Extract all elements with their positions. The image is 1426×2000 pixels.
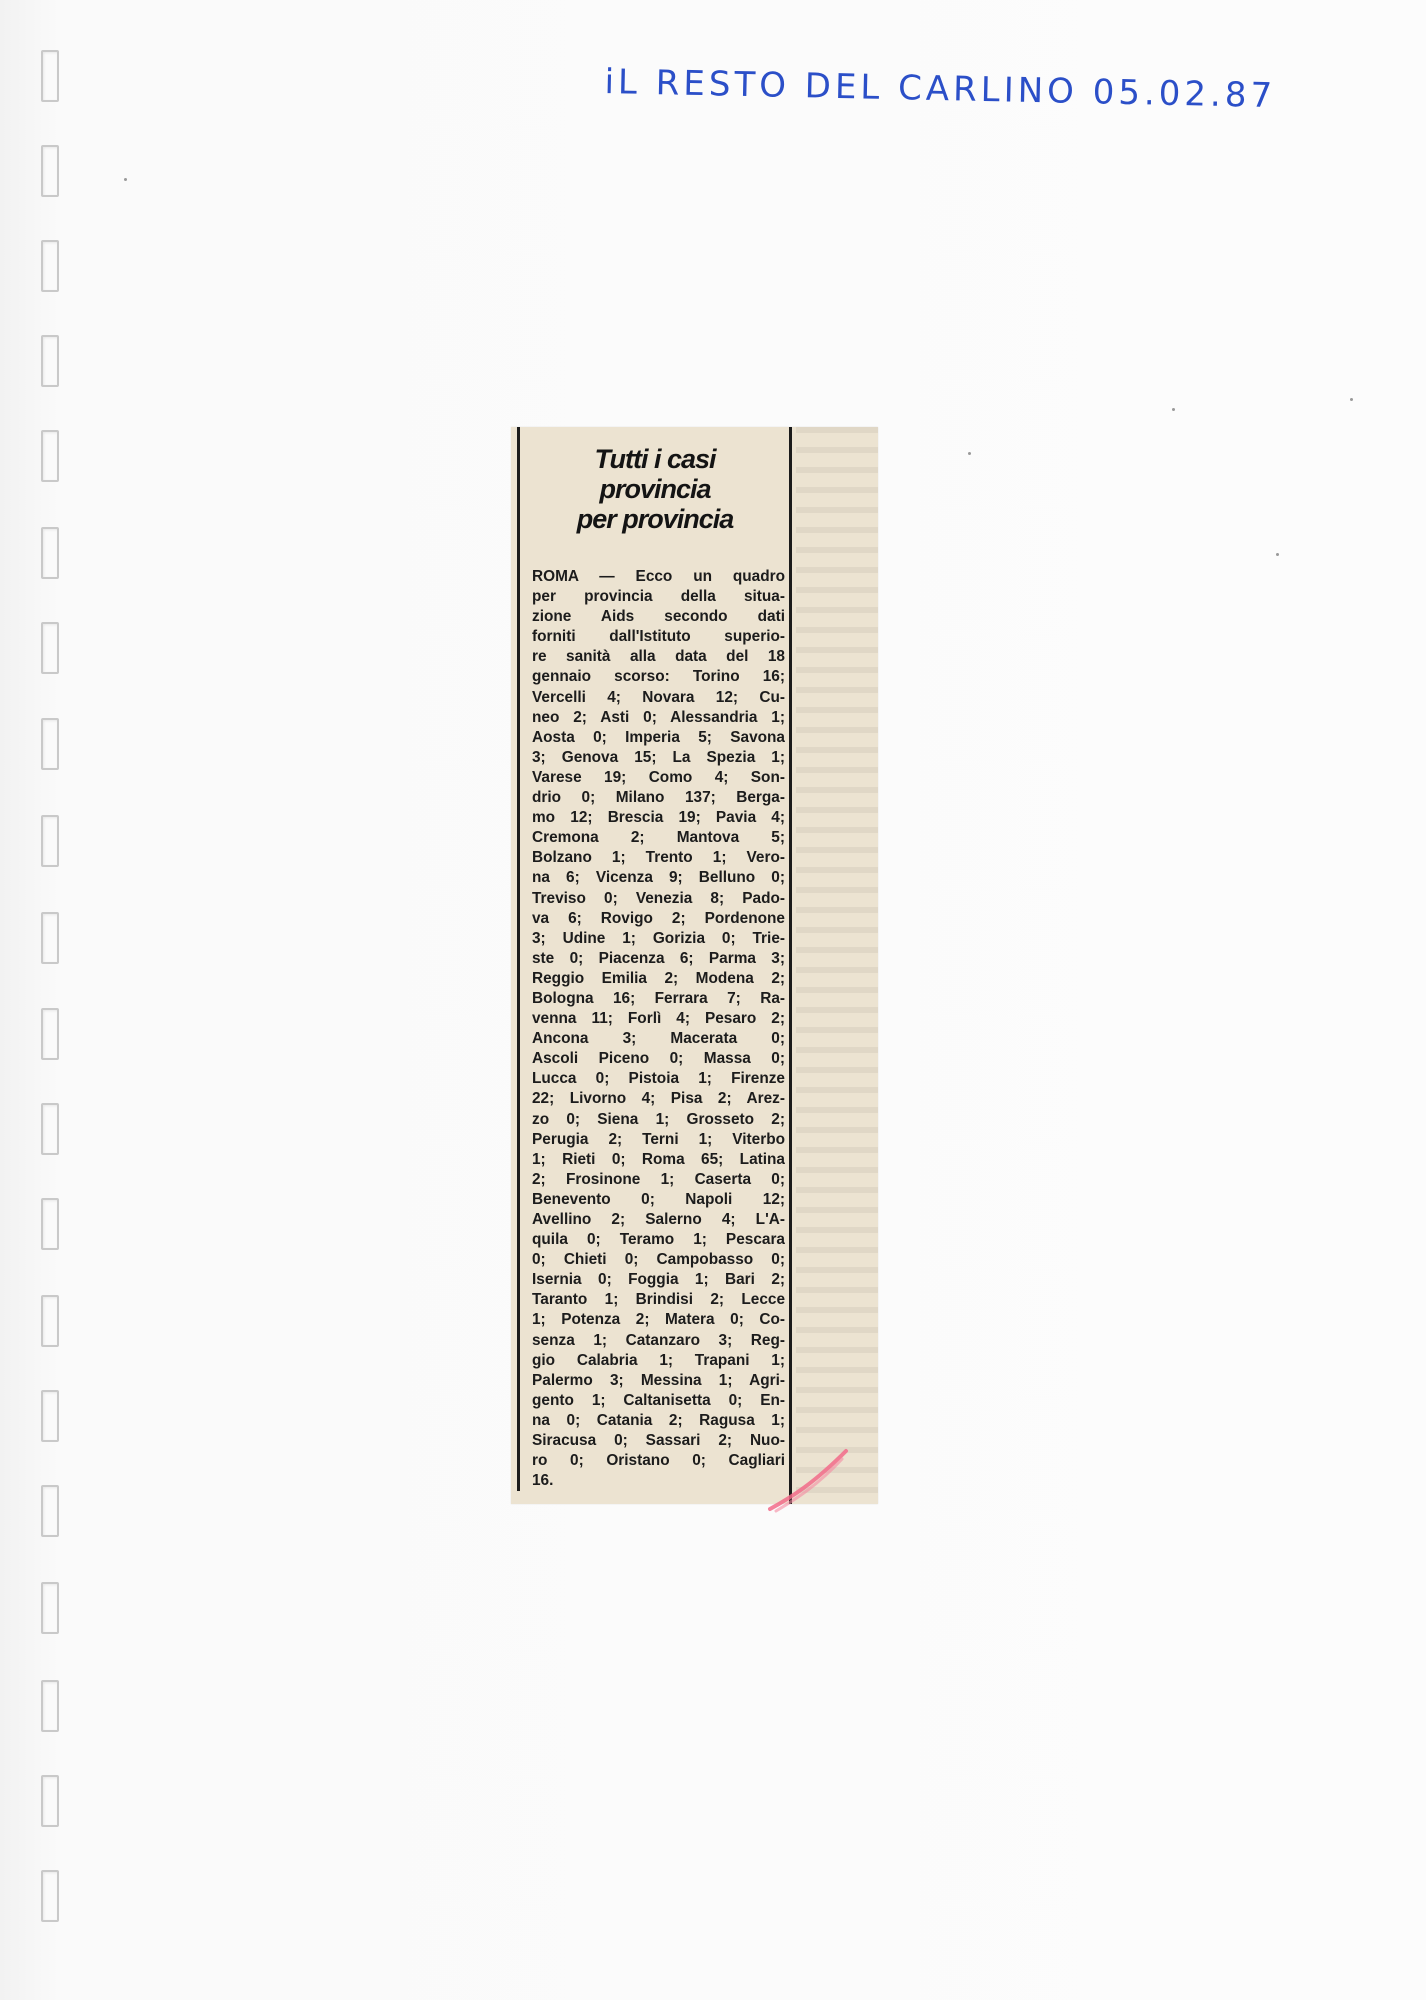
handwritten-source-note: iL RESTO DEL CARLINO 05.02.87 bbox=[604, 62, 1277, 117]
article-body bbox=[532, 567, 785, 1491]
article-body-line: Vercelli 4; Novara 12; Cu- bbox=[532, 688, 785, 706]
article-body-line: gento 1; Caltanisetta 0; En- bbox=[532, 1391, 785, 1409]
article-body-line: quila 0; Teramo 1; Pescara bbox=[532, 1231, 785, 1249]
article-headline bbox=[521, 444, 789, 534]
binder-hole bbox=[41, 1008, 59, 1060]
binder-holes bbox=[27, 0, 67, 2000]
article-body-line: na 0; Catania 2; Ragusa 1; bbox=[532, 1411, 785, 1429]
article-body-line: Ascoli Piceno 0; Massa 0; bbox=[532, 1050, 785, 1068]
article-body-line: Taranto 1; Brindisi 2; Lecce bbox=[532, 1291, 785, 1309]
article-body-line: Perugia 2; Terni 1; Viterbo bbox=[532, 1130, 785, 1148]
headline-line: Tutti i casi bbox=[594, 444, 716, 474]
article-body-line: va 6; Rovigo 2; Pordenone bbox=[532, 909, 785, 927]
article-body-line: ROMA — Ecco un quadro bbox=[532, 568, 785, 585]
article-body-line: Palermo 3; Messina 1; Agri- bbox=[532, 1371, 785, 1389]
article-body-line: neo 2; Asti 0; Alessandria 1; bbox=[532, 708, 785, 726]
binder-hole bbox=[41, 622, 59, 674]
article-body-line: 2; Frosinone 1; Caserta 0; bbox=[532, 1170, 785, 1188]
binder-hole bbox=[41, 1870, 59, 1922]
article-body-line: ro 0; Oristano 0; Cagliari bbox=[532, 1452, 785, 1470]
article-body-line: Ancona 3; Macerata 0; bbox=[532, 1030, 785, 1048]
paper-speck bbox=[968, 452, 971, 455]
binder-hole bbox=[41, 527, 59, 579]
article-body-line: venna 11; Forlì 4; Pesaro 2; bbox=[532, 1010, 785, 1028]
paper-speck bbox=[124, 178, 127, 181]
binder-hole bbox=[41, 1680, 59, 1732]
paper-speck bbox=[1172, 408, 1175, 411]
article-body-line: 3; Udine 1; Gorizia 0; Trie- bbox=[532, 929, 785, 947]
binder-hole bbox=[41, 912, 59, 964]
article-body-line: drio 0; Milano 137; Berga- bbox=[532, 789, 785, 807]
binder-hole bbox=[41, 1198, 59, 1250]
article-body-line: gio Calabria 1; Trapani 1; bbox=[532, 1351, 785, 1369]
binder-hole bbox=[41, 50, 59, 102]
article-body-line: Bologna 16; Ferrara 7; Ra- bbox=[532, 989, 785, 1007]
adjacent-column-bleed bbox=[796, 427, 878, 1504]
article-body-line: 3; Genova 15; La Spezia 1; bbox=[532, 748, 785, 766]
article-body-line: zione Aids secondo dati bbox=[532, 608, 785, 626]
article-body-line: na 6; Vicenza 9; Belluno 0; bbox=[532, 869, 785, 887]
paper-speck bbox=[1350, 398, 1353, 401]
article-body-line: 22; Livorno 4; Pisa 2; Arez- bbox=[532, 1090, 785, 1108]
binder-hole bbox=[41, 815, 59, 867]
article-body-line: Benevento 0; Napoli 12; bbox=[532, 1190, 785, 1208]
headline-line: per provincia bbox=[576, 504, 734, 534]
binder-hole bbox=[41, 240, 59, 292]
article-body-line: forniti dall'Istituto superio- bbox=[532, 628, 785, 646]
pink-highlighter-mark bbox=[762, 1445, 852, 1515]
headline-line: provincia bbox=[599, 474, 711, 504]
article-body-line: Aosta 0; Imperia 5; Savona bbox=[532, 728, 785, 746]
binder-hole bbox=[41, 145, 59, 197]
binder-hole bbox=[41, 1390, 59, 1442]
article-body-line: 1; Rieti 0; Roma 65; Latina bbox=[532, 1150, 785, 1168]
binder-hole bbox=[41, 1582, 59, 1634]
article-body-line: 0; Chieti 0; Campobasso 0; bbox=[532, 1251, 785, 1269]
article-body-line: gennaio scorso: Torino 16; bbox=[532, 668, 785, 686]
article-body-line: 16. bbox=[532, 1472, 554, 1490]
article-body-line: re sanità alla data del 18 bbox=[532, 648, 785, 666]
article-body-line: Avellino 2; Salerno 4; L'A- bbox=[532, 1211, 785, 1228]
article-body-line: per provincia della situa- bbox=[532, 588, 785, 606]
article-body-line: Varese 19; Como 4; Son- bbox=[532, 768, 785, 786]
binder-hole bbox=[41, 1775, 59, 1827]
article-body-line: Reggio Emilia 2; Modena 2; bbox=[532, 969, 785, 987]
binder-hole bbox=[41, 1295, 59, 1347]
article-body-line: Cremona 2; Mantova 5; bbox=[532, 829, 785, 847]
article-body-line: Bolzano 1; Trento 1; Vero- bbox=[532, 849, 785, 867]
paper-speck bbox=[1276, 553, 1279, 556]
binder-hole bbox=[41, 1103, 59, 1155]
column-rule-left bbox=[517, 427, 520, 1491]
column-rule-right bbox=[789, 427, 792, 1504]
binder-hole bbox=[41, 1485, 59, 1537]
article-body-line: Isernia 0; Foggia 1; Bari 2; bbox=[532, 1271, 785, 1289]
binder-hole bbox=[41, 430, 59, 482]
article-body-line: Lucca 0; Pistoia 1; Firenze bbox=[532, 1070, 785, 1088]
newspaper-clipping bbox=[511, 427, 878, 1504]
article-body-line: Treviso 0; Venezia 8; Pado- bbox=[532, 889, 785, 907]
binder-hole bbox=[41, 335, 59, 387]
article-body-line: mo 12; Brescia 19; Pavia 4; bbox=[532, 809, 785, 827]
article-body-line: 1; Potenza 2; Matera 0; Co- bbox=[532, 1311, 785, 1329]
article-body-line: ste 0; Piacenza 6; Parma 3; bbox=[532, 949, 785, 967]
binder-hole bbox=[41, 718, 59, 770]
article-body-line: senza 1; Catanzaro 3; Reg- bbox=[532, 1331, 785, 1349]
article-body-line: zo 0; Siena 1; Grosseto 2; bbox=[532, 1110, 785, 1128]
article-body-line: Siracusa 0; Sassari 2; Nuo- bbox=[532, 1432, 785, 1450]
